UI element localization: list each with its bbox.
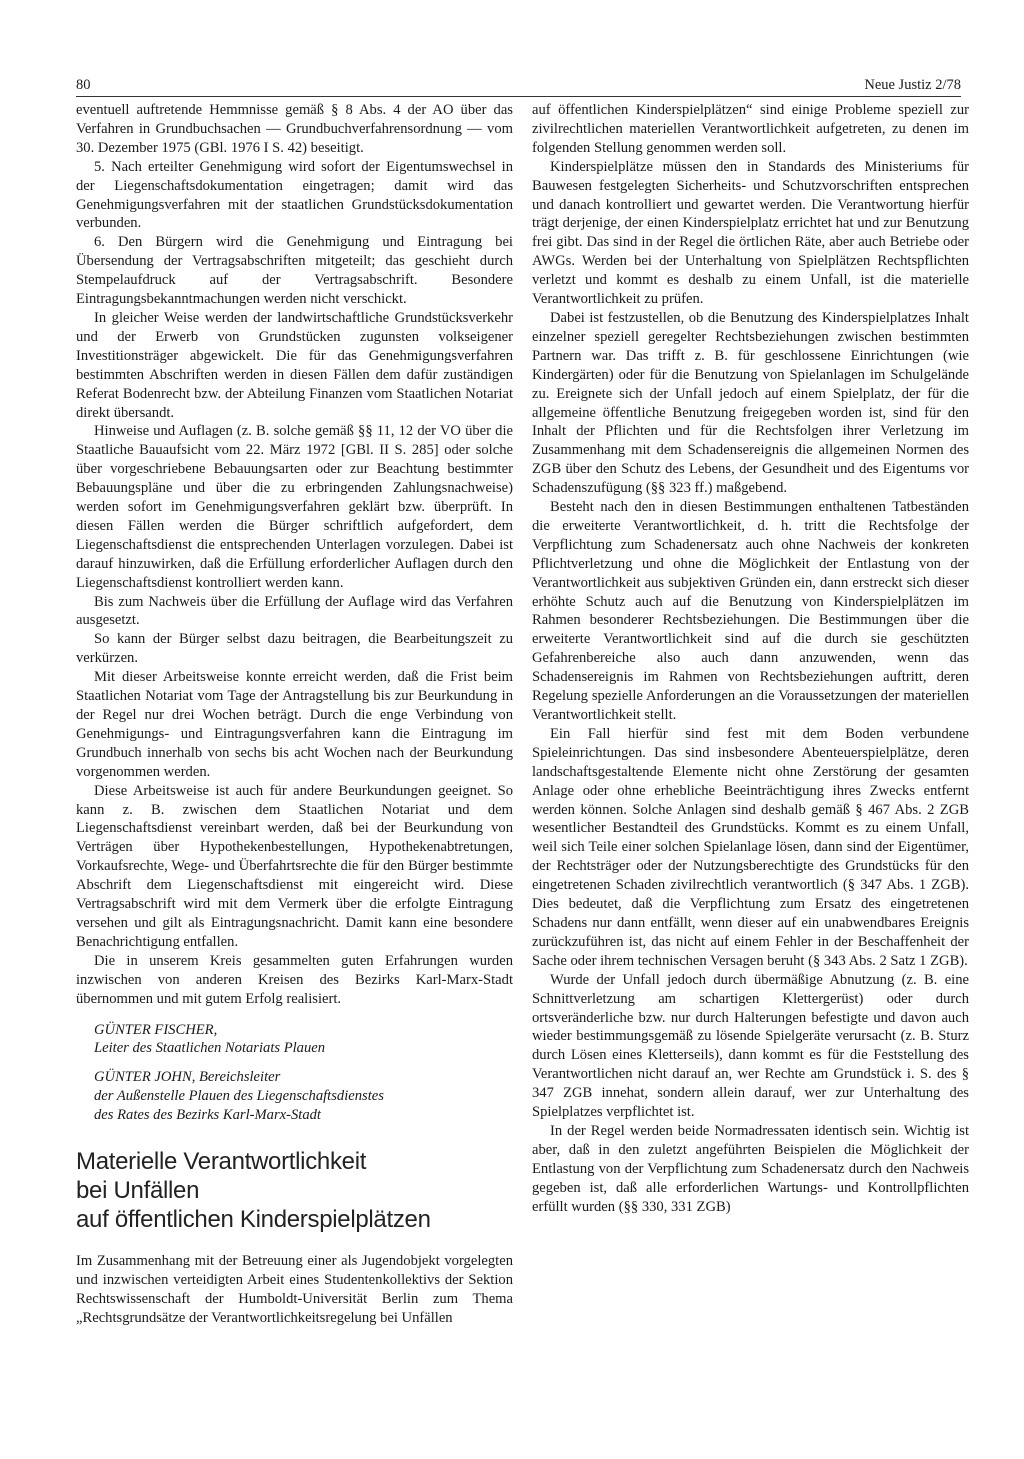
paragraph: In gleicher Weise werden der landwirtschaftliche Grundstücksverkehr und der Erwerb von Grundstücken zugunsten volkseigener Investitionsträger abgewickelt. Die für das Genehmigungsverfahren bestimmten Abschriften werden in diesen Fällen dem dafür zuständigen Referat Bodenrecht bzw. der Abteilung Finanzen vom Staatlichen Notariat direkt übersandt. — [76, 309, 513, 421]
author-name: GÜNTER JOHN, Bereichsleiter — [94, 1069, 281, 1086]
article-title-line: auf öffentlichen Kinderspielplätzen — [76, 1206, 431, 1234]
author-name: GÜNTER FISCHER, — [94, 1021, 218, 1038]
article-title-line: Materielle Verantwortlichkeit — [76, 1148, 367, 1176]
header-rule — [76, 96, 961, 97]
author-role: des Rates des Bezirks Karl-Marx-Stadt — [94, 1107, 321, 1124]
paragraph: Besteht nach den in diesen Bestimmungen enthaltenen Tatbeständen die erweiterte Verantwortlichkeit, d. h. tritt die Rechtsfolge der Verpflichtung zum Schadenersatz auch ohne Nachweis der konkreten Pflichtverletzung und ohne die Möglichkeit der Entlastung von der Verantwortlichkeit aus subjektiven Gründen ein, dann erstreckt sich dieser erhöhte Schutz auch auf die Benutzung von Kinderspielplätzen im Rahmen besonderer Rechtsbeziehungen. Die Bestimmungen über die erweiterte Verantwortlichkeit sind auf die durch sie geschützten Gefahrenbereiche also auch dann anzuwenden, wenn das Schadensereignis im Rahmen von Rechtsbeziehungen auftritt, deren Regelung spezielle Anforderungen an die Voraussetzungen der materiellen Verantwortlichkeit stellt. — [532, 499, 969, 723]
left-column — [76, 101, 513, 1328]
page-number: 80 — [76, 77, 91, 93]
paragraph: Mit dieser Arbeitsweise konnte erreicht werden, daß die Frist beim Staatlichen Notariat vom Tage der Antragstellung bis zur Beurkundung in der Regel nur drei Wochen beträgt. Durch die enge Verbindung von Genehmigungs- und Eintragungsverfahren kann die Eintragung im Grundbuch innerhalb von sechs bis acht Wochen nach der Beurkundung vorgenommen werden. — [76, 669, 513, 780]
author-role: der Außenstelle Plauen des Liegenschaftsdienstes — [94, 1088, 384, 1105]
article-intro: Im Zusammenhang mit der Betreuung einer als Jugendobjekt vorgelegten und inzwischen verteidigten Arbeit eines Studentenkollektivs der Sektion Rechtswissenschaft der Humboldt-Universität Berlin zum Thema „Rechtsgrundsätze der Verantwortlichkeitsregelung bei Unfällen — [76, 1253, 513, 1326]
right-column — [532, 101, 969, 1216]
author-signature-fischer — [76, 1021, 513, 1059]
paragraph: auf öffentlichen Kinderspielplätzen“ sind einige Probleme speziell zur zivilrechtlichen materiellen Verantwortlichkeit aufgetreten, zu denen im folgenden Stellung genommen werden soll. — [532, 102, 969, 156]
author-signature-john — [76, 1068, 513, 1125]
paragraph: Bis zum Nachweis über die Erfüllung der Auflage wird das Verfahren ausgesetzt. — [76, 593, 513, 629]
paragraph: eventuell auftretende Hemmnisse gemäß § 8 Abs. 4 der AO über das Verfahren in Grundbuchsachen — Grundbuchverfahrensordnung — vom 30. Dezember 1975 (GBl. 1976 I S. 42) beseitigt. — [76, 102, 513, 156]
paragraph: So kann der Bürger selbst dazu beitragen, die Bearbeitungszeit zu verkürzen. — [76, 631, 513, 667]
author-role: Leiter des Staatlichen Notariats Plauen — [94, 1040, 326, 1057]
article-title — [76, 1147, 513, 1234]
paragraph: 6. Den Bürgern wird die Genehmigung und Eintragung bei Übersendung der Vertragsabschriften mitgeteilt; das geschieht durch Stempelaufdruck auf der Vertragsabschrift. Besondere Eintragungsbekanntmachungen werden nicht verschickt. — [76, 234, 513, 308]
paragraph: Dabei ist festzustellen, ob die Benutzung des Kinderspielplatzes Inhalt einzelner speziell geregelter Rechtsbeziehungen zwischen bestimmten Partnern war. Das trifft z. B. für geschlossene Einrichtungen (wie Kindergärten) oder für die Benutzung von Spielanlagen im Schulgelände zu. Ereignete sich der Unfall jedoch auf einem Spielplatz, der für die allgemeine öffentliche Benutzung freigegeben worden ist, sind für den Inhalt der Pflichten und für die Rechtsfolgen ihrer Verletzung im Zusammenhang mit dem Schadensereignis die allgemeinen Normen des ZGB über den Schutz des Lebens, der Gesundheit und des Eigentums vor Schadenszufügung (§§ 323 ff.) maßgebend. — [532, 309, 969, 497]
paragraph: Wurde der Unfall jedoch durch übermäßige Abnutzung (z. B. eine Schnittverletzung am schartigen Klettergerüst) oder durch ortsveränderliche bzw. nur durch Halterungen befestigte und davon auch wieder bestimmungsgemäß zu lösende Spielgeräte verursacht (z. B. Sturz durch Lösen eines Kletterseils), dann kommt es für die Feststellung des Verantwortlichen nicht darauf an, wer Rechte am Grundstück i. S. des § 347 ZGB innehat, sondern allein darauf, wer zur Unterhaltung des Spielplatzes verpflichtet ist. — [532, 971, 969, 1121]
journal-reference: Neue Justiz 2/78 — [864, 77, 961, 93]
page-header — [76, 74, 961, 96]
paragraph: Die in unserem Kreis gesammelten guten Erfahrungen wurden inzwischen von anderen Kreisen des Bezirks Karl-Marx-Stadt übernommen und mit gutem Erfolg realisiert. — [76, 952, 513, 1007]
paragraph: Diese Arbeitsweise ist auch für andere Beurkundungen geeignet. So kann z. B. zwischen dem Staatlichen Notariat und dem Liegenschaftsdienst vereinbart werden, daß bei der Beurkundung von Verträgen über Hypothekenbestellungen, Hypothekenabtretungen, Vorkaufsrechte, Wege- und Überfahrtsrechte die für den Bürger bestimmte Abschrift dem Liegenschaftsdienst mit eingereicht wird. Diese Vertragsabschrift wird mit dem Vermerk über die erfolgte Eintragung versehen und gilt als Eintragungsnachricht. Damit kann eine besondere Benachrichtigung entfallen. — [76, 782, 513, 950]
article-title-line: bei Unfällen — [76, 1177, 200, 1205]
paragraph: Hinweise und Auflagen (z. B. solche gemäß §§ 11, 12 der VO über die Staatliche Bauaufsicht vom 22. März 1972 [GBl. II S. 285] oder solche über vorgeschriebene Bebauungsarten oder zur Beachtung bestimmter Bebauungspläne und über die zu erbringenden Zahlungsnachweise) werden sofort im Genehmigungsverfahren geklärt bzw. überprüft. In diesen Fällen werden die Bürger schriftlich aufgefordert, dem Liegenschaftsdienst die entsprechenden Unterlagen vorzulegen. Dabei ist darauf hinzuwirken, daß die Erfüllung erforderlicher Auflagen durch den Liegenschaftsdienst kontrolliert werden kann. — [76, 423, 513, 591]
paragraph: In der Regel werden beide Normadressaten identisch sein. Wichtig ist aber, daß in den zuletzt angeführten Beispielen die Möglichkeit der Entlastung von der Verpflichtung zum Schadenersatz durch den Nachweis gegeben ist, daß alle erforderlichen Wartungs- und Kontrollpflichten erfüllt wurden (§§ 330, 331 ZGB) — [532, 1122, 969, 1215]
paragraph: Ein Fall hierfür sind fest mit dem Boden verbundene Spieleinrichtungen. Das sind insbesondere Abenteuerspielplätze, deren landschaftsgestaltende Elemente nicht ohne Zerstörung der gesamten Anlage oder ohne erhebliche Beeinträchtigung ihres Zwecks entfernt werden können. Solche Anlagen sind deshalb gemäß § 467 Abs. 2 ZGB wesentlicher Bestandteil des Grundstücks. Kommt es zu einem Unfall, weil sich Teile einer solchen Spielanlage lösen, dann sind der Eigentümer, der Rechtsträger oder der Nutzungsberechtigte des Grundstücks für den eingetretenen Schaden zivilrechtlich verantwortlich (§ 347 Abs. 1 ZGB). Dies bedeutet, daß die Verpflichtung zum Ersatz des eingetretenen Schadens nur dann entfällt, wenn dieser auf ein unabwendbares Ereignis zurückzuführen ist, das nicht auf einem Fehler in der Beschaffenheit der Sache oder ihrem technischen Versagen beruht (§ 343 Abs. 2 Satz 1 ZGB). — [532, 725, 969, 969]
paragraph: 5. Nach erteilter Genehmigung wird sofort der Eigentumswechsel in der Liegenschaftsdokumentation eingetragen; damit wird das Genehmigungsverfahren mit der staatlichen Grundstücksdokumentation verbunden. — [76, 158, 513, 232]
paragraph: Kinderspielplätze müssen den in Standards des Ministeriums für Bauwesen festgelegten Sicherheits- und Schutzvorschriften entsprechen und danach kontrolliert und gewartet werden. Die Verantwortung hierfür trägt derjenige, der einen Kinderspielplatz errichtet hat und zur Benutzung frei gibt. Das sind in der Regel die örtlichen Räte, aber auch Betriebe oder AWGs. Werden bei der Unterhaltung von Spielplätzen Rechtspflichten verletzt und kommt es deshalb zu einem Unfall, ist die materielle Verantwortlichkeit zu prüfen. — [532, 158, 969, 308]
